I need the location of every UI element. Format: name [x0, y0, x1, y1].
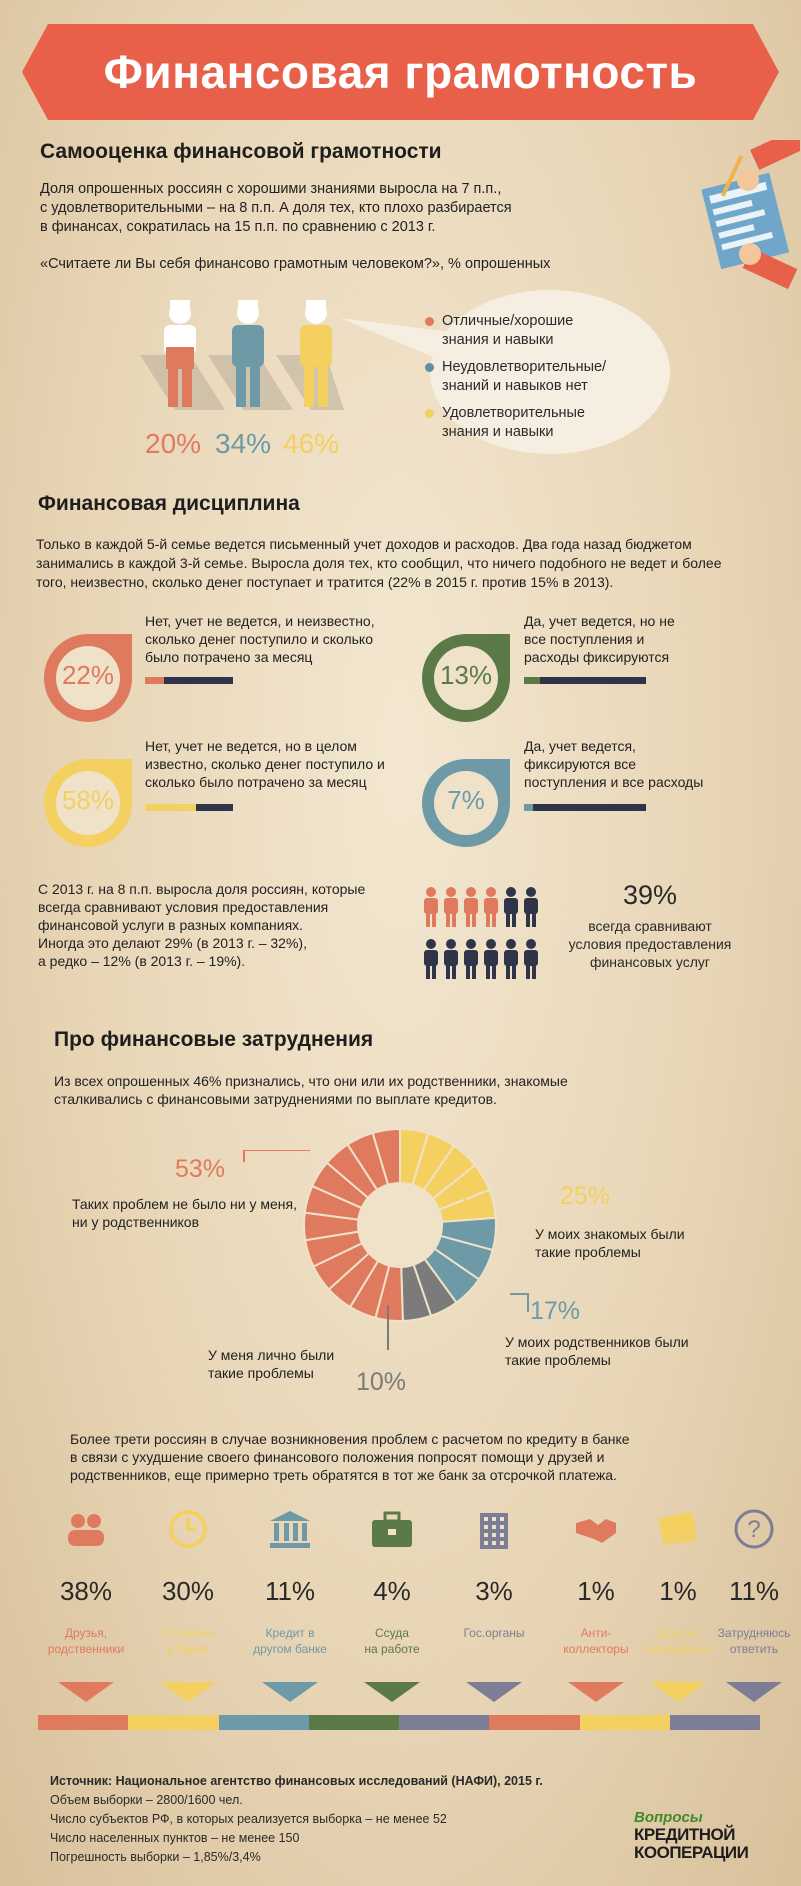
self-question: «Считаете ли Вы себя финансово грамотным человеком?», % опрошенных [40, 256, 551, 272]
discipline-text-1: Только в каждой 5-й семье ведется письменный учет доходов и расходов. Два года назад бюджетом [36, 536, 692, 552]
help-arrow-0 [58, 1682, 114, 1702]
help-arrow-4 [466, 1682, 522, 1702]
item-13-l3: расходы фиксируются [524, 649, 670, 665]
compare-4: Иногда это делают 29% (в 2013 г. – 32%), [38, 935, 307, 951]
legend-good-2: знания и навыки [442, 332, 554, 348]
help-pct-1: 30% [161, 1576, 215, 1606]
clock-icon [164, 1505, 212, 1553]
discipline-heading: Финансовая дисциплина [38, 492, 300, 515]
person-icon [484, 887, 498, 927]
pct-good: 20% [145, 428, 202, 459]
svg-text:?: ? [747, 1516, 761, 1543]
donut-lbl-53-2: ни у родственников [72, 1214, 200, 1230]
help-label-3 [337, 1625, 447, 1657]
item-22-l1: Нет, учет не ведется, и неизвестно, [145, 613, 375, 629]
item-22-l3: было потрачено за месяц [145, 649, 313, 665]
bar-22 [145, 677, 233, 684]
donut-pct-25: 25% [560, 1182, 611, 1210]
help-label-1 [133, 1625, 243, 1657]
help-pct-3: 4% [373, 1576, 411, 1606]
difficulty-text-2: сталкивались с финансовыми затруднениями по выплате кредитов. [54, 1091, 497, 1107]
item-58-l2: известно, сколько денег поступило и [145, 756, 385, 772]
person-icon [424, 939, 438, 979]
big-39-l1: всегда сравнивают [588, 918, 712, 934]
source-l4: Погрешность выборки – 1,85%/3,4% [50, 1850, 261, 1864]
person-icon [504, 887, 518, 927]
help-label-line2-6: учреждение [644, 1642, 712, 1656]
logo-line-1: Вопросы [634, 1809, 703, 1826]
logo-line-2: КРЕДИТНОЙ [634, 1825, 735, 1844]
help-arrow-6 [650, 1682, 706, 1702]
help-label-line2-2: другом банке [253, 1642, 327, 1656]
help-label-7 [699, 1625, 801, 1657]
building-icon [470, 1505, 518, 1553]
help-label-line1-2: Кредит в [265, 1626, 315, 1640]
logo [634, 1810, 784, 1862]
big-39-pct: 39% [622, 880, 678, 910]
donut-lbl-17-1: У моих родственников были [505, 1334, 689, 1350]
person-icon [424, 887, 438, 927]
item-58-l1: Нет, учет не ведется, но в целом [145, 738, 357, 754]
compare-5: а редко – 12% (в 2013 г. – 19%). [38, 953, 246, 969]
handshake-icon [572, 1505, 620, 1553]
legend-sat-1: Удовлетворительные [442, 405, 585, 421]
help-label-line2-0: родственники [47, 1642, 125, 1656]
bar-13 [524, 677, 646, 684]
discipline-text-3: того, неизвестно, сколько денег поступает и тратится (22% в 2015 г. против 15% в 2013). [36, 574, 614, 590]
difficulty-text-5: родственников, еще примерно треть обратятся в тот же банк за отсрочкой платежа. [70, 1467, 617, 1483]
self-text-2: с удовлетворительными – на 8 п.п. А доля тех, кто плохо разбирается [40, 200, 512, 216]
ring-22-pct: 22% [61, 660, 115, 690]
help-pct-2: 11% [264, 1576, 316, 1606]
compare-3: финансовой услуги в разных компаниях. [38, 917, 304, 933]
help-label-line1-1: Отсрочка [161, 1626, 215, 1640]
person-icon [464, 939, 478, 979]
donut-lbl-25-1: У моих знакомых были [535, 1226, 685, 1242]
person-icon [444, 887, 458, 927]
legend-dot-bad [425, 363, 434, 372]
difficulty-text-1: Из всех опрошенных 46% признались, что они или их родственники, знакомые [54, 1073, 568, 1089]
ring-7-pct: 7% [447, 785, 485, 815]
color-stripe [38, 1715, 760, 1730]
item-7-l1: Да, учет ведется, [524, 738, 636, 754]
source-l1: Объем выборки – 2800/1600 чел. [50, 1793, 243, 1807]
help-label-line2-3: на работе [364, 1642, 420, 1656]
self-text-1: Доля опрошенных россиян с хорошими знаниями выросла на 7 п.п., [40, 181, 502, 197]
leader-lines [240, 1150, 580, 1350]
donut-lbl-53-1: Таких проблем не было ни у меня, [72, 1196, 297, 1212]
donut-pct-53: 53% [175, 1155, 226, 1183]
help-label-line1-6: Другое [658, 1626, 698, 1640]
donut-lbl-25-2: такие проблемы [535, 1244, 641, 1260]
item-58-l3: сколько было потрачено за месяц [145, 774, 367, 790]
hands-document-icon [690, 140, 800, 300]
donut-lbl-10-2: такие проблемы [208, 1365, 314, 1381]
help-label-line1-3: Ссуда [375, 1626, 409, 1640]
help-arrow-5 [568, 1682, 624, 1702]
source-title: Источник: Национальное агентство финансовых исследований (НАФИ), 2015 г. [50, 1774, 543, 1788]
logo-line-3: КООПЕРАЦИИ [634, 1843, 749, 1862]
person-icon [444, 939, 458, 979]
help-pct-5: 1% [577, 1576, 615, 1606]
help-label-line2-5: коллекторы [563, 1642, 629, 1656]
briefcase-icon [368, 1505, 416, 1553]
help-pct-0: 38% [59, 1576, 113, 1606]
donut-pct-17: 17% [530, 1297, 581, 1325]
bar-7 [524, 804, 646, 811]
difficulty-text-4: в связи с ухудшение своего финансового положения попросят помощи у друзей и [70, 1449, 605, 1465]
donut-pct-10: 10% [356, 1368, 407, 1396]
help-label-line1-0: Друзья, [64, 1626, 108, 1640]
help-pct-6: 1% [659, 1576, 697, 1606]
people-grid [420, 885, 545, 985]
help-arrow-1 [160, 1682, 216, 1702]
self-text-3: в финансах, сократилась на 15 п.п. по сравнению с 2013 г. [40, 219, 436, 235]
item-22-l2: сколько денег поступило и сколько [145, 631, 373, 647]
item-13-l1: Да, учет ведется, но не [524, 613, 675, 629]
help-arrow-7 [726, 1682, 782, 1702]
item-7-l2: фиксируются все [524, 756, 637, 772]
question-icon [730, 1505, 778, 1553]
compare-1: С 2013 г. на 8 п.п. выросла доля россиян, которые [38, 881, 366, 897]
compare-2: всегда сравнивают условия предоставления [38, 899, 329, 915]
person-icon [504, 939, 518, 979]
discipline-text-2: занимались в каждой 3-й семье. Выросла доля тех, кто сообщил, что ничего подобного не ведет и более [36, 555, 722, 571]
pct-bad: 34% [215, 428, 272, 459]
page-title: Финансовая грамотность [103, 46, 698, 98]
help-label-line1-5: Анти- [580, 1626, 612, 1640]
help-arrow-3 [364, 1682, 420, 1702]
item-13-l2: все поступления и [524, 631, 645, 647]
big-39-l2: условия предоставления [568, 936, 732, 952]
help-label-2 [235, 1625, 345, 1657]
person-icon [524, 939, 538, 979]
bar-58 [145, 804, 233, 811]
ring-58-pct: 58% [61, 785, 115, 815]
bank-icon [266, 1505, 314, 1553]
big-39-l3: финансовых услуг [589, 954, 711, 970]
ring-13-pct: 13% [439, 660, 493, 690]
legend-bad-1: Неудовлетворительные/ [442, 359, 607, 375]
donut-lbl-17-2: такие проблемы [505, 1352, 611, 1368]
item-7-l3: поступления и все расходы [524, 774, 704, 790]
help-label-line1-4: Гос.органы [463, 1626, 525, 1640]
people-icon [62, 1505, 110, 1553]
help-label-line2-1: в банке [167, 1642, 209, 1656]
help-pct-4: 3% [475, 1576, 513, 1606]
self-heading: Самооценка финансовой грамотности [40, 140, 442, 163]
pct-satisfactory: 46% [283, 428, 340, 459]
money-icon [654, 1505, 702, 1553]
legend-dot-good [425, 317, 434, 326]
difficulty-heading: Про финансовые затруднения [54, 1028, 374, 1051]
help-pct-7: 11% [728, 1576, 780, 1606]
help-label-0 [31, 1625, 141, 1657]
legend-sat-2: знания и навыки [442, 424, 554, 440]
person-icon [464, 887, 478, 927]
legend-dot-sat [425, 409, 434, 418]
help-arrow-2 [262, 1682, 318, 1702]
help-label-4 [439, 1625, 549, 1641]
donut-lbl-10-1: У меня лично были [208, 1347, 335, 1363]
people-figures [130, 295, 350, 420]
person-icon [524, 887, 538, 927]
person-icon [484, 939, 498, 979]
help-label-line1-7: Затрудняюсь [717, 1626, 791, 1640]
help-label-line2-7: ответить [729, 1642, 779, 1656]
legend-good-1: Отличные/хорошие [442, 313, 574, 329]
source-l3: Число населенных пунктов – не менее 150 [50, 1831, 300, 1845]
source-l2: Число субъектов РФ, в которых реализуется выборка – не менее 52 [50, 1812, 447, 1826]
legend-bad-2: знаний и навыков нет [442, 378, 588, 394]
difficulty-text-3: Более трети россиян в случае возникновения проблем с расчетом по кредиту в банке [70, 1431, 630, 1447]
